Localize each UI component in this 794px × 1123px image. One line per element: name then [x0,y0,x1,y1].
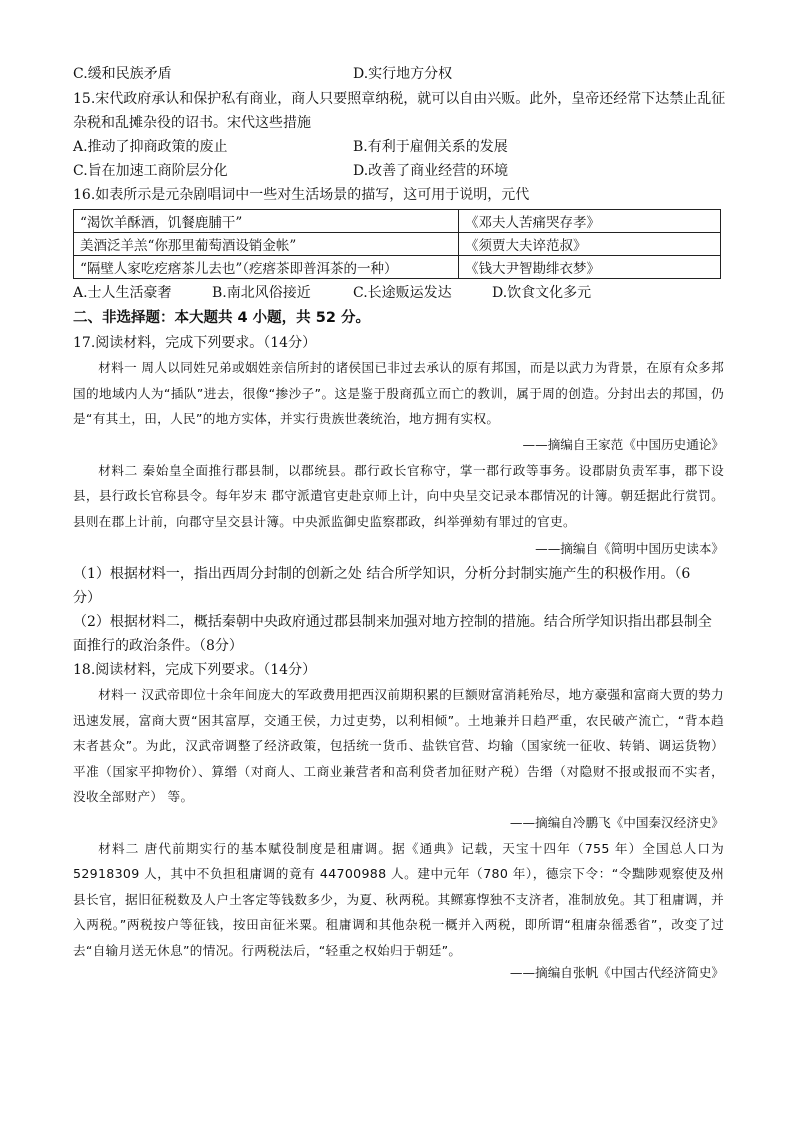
table-row [74,210,721,233]
q16-option-d[interactable]: D.饮食文化多元 [492,285,592,301]
q16-stem: 16.如表所示是元杂剧唱词中一些对生活场景的描写，这可用于说明，元代 [73,187,530,203]
q15-stem-line-2: 杂税和乱摊杂役的诏书。宋代这些措施 [73,115,311,131]
q15-option-b[interactable]: B.有利于雇佣关系的发展 [353,139,508,155]
q15-stem-line-1: 15.宋代政府承认和保护私有商业，商人只要照章纳税，就可以自由兴贩。此外，皇帝还经常下达禁止乱征 [73,91,726,107]
q18-title: 18.阅读材料，完成下列要求。（14分） [73,662,317,678]
q14-options [73,62,724,86]
table-cell-work: 《钱大尹智勘绯衣梦》 [459,256,721,279]
q14-option-c[interactable]: C.缓和民族矛盾 [73,66,172,82]
q18-material-1-source: ——摘编自冷鹏飞《中国秦汉经济史》 [509,814,724,830]
table-cell-quote: “隔壁人家吃疙瘩茶儿去也”（疙瘩茶即普洱茶的一种） [74,256,459,279]
q18-material-1-text: 材料一 汉武帝即位十余年间庞大的军政费用把西汉前期积累的巨额财富消耗殆尽，地方豪强和富商大贾的势力迅速发展，富商大贾“困其富厚，交通王侯，力过吏势，以利相倾”。土地兼并日趋严重，农民破产流亡，“背本趋末者甚众”。为此，汉武帝调整了经济政策，包括统一货币、盐铁官营、均输（国家统一征收、转销、调运货物）平准（国家平抑物价）、算缗（对商人、工商业兼营者和高利贷者加征财产税）告缗（对隐财不报或报而不实者，没收全部财产） 等。 [73,687,724,804]
q14-option-d[interactable]: D.实行地方分权 [353,66,453,82]
q17-requirement-2 [73,610,724,658]
table-cell-quote: 美酒泛羊羔“你那里葡萄酒设销金帐” [74,233,459,256]
table-row [74,233,721,256]
q18-material-1 [73,682,724,810]
q17-material-1 [73,355,724,432]
q18-material-2 [73,836,724,964]
q17-material-1-text: 材料一 周人以同姓兄弟或姻姓亲信所封的诸侯国已非过去承认的原有邦国，而是以武力为背景，在原有众多邦国的地域内人为“插队”进去，很像“掺沙子”。这是鉴于殷商孤立而亡的教训，属于周的创造。分封出去的邦国，仍是“有其土，田，人民”的地方实体，并实行贵族世袭统治，地方拥有实权。 [73,360,724,426]
table-cell-work: 《邓夫人苦痛哭存孝》 [459,210,721,233]
q17-title: 17.阅读材料，完成下列要求。（14分） [73,335,317,351]
q17-req2-line-1: （2）根据材料二，概括秦朝中央政府通过郡县制来加强对地方控制的措施。结合所学知识指出郡县制全 [73,614,712,630]
section-heading: 二、非选择题：本大题共 4 小题，共 52 分。 [73,310,370,326]
q18-material-2-source: ——摘编自张帆《中国古代经济简史》 [509,965,724,980]
q17-material-1-source: ——摘编自王家范《中国历史通论》 [522,436,724,452]
q16-option-c[interactable]: C.长途贩运发达 [353,285,452,301]
q16-option-a[interactable]: A.士人生活豪奢 [73,285,172,301]
table-cell-quote: “渴饮羊酥酒，饥餐鹿脯干” [74,210,459,233]
q15-option-d[interactable]: D.改善了商业经营的环境 [353,163,509,179]
q15-option-c[interactable]: C.旨在加速工商阶层分化 [73,163,228,179]
q15-option-a[interactable]: A.推动了抑商政策的废止 [73,139,228,155]
q16-option-b[interactable]: B.南北风俗接近 [212,285,311,301]
table-row [74,256,721,279]
q16-table [73,209,721,279]
q15-options-row-1 [73,135,724,159]
q17-material-2-source: ——摘编自《简明中国历史读本》 [535,541,724,556]
q17-req1-line-1: （1）根据材料一，指出西周分封制的创新之处 结合所学知识，分析分封制实施产生的积极作用。（6 [73,566,691,582]
table-cell-work: 《须贾大夫谇范叔》 [459,233,721,256]
q17-material-2 [73,458,724,535]
q15-options-row-2 [73,159,724,183]
q17-req2-line-2: 面推行的政治条件。（8分） [73,638,243,654]
q18-material-2-text: 材料二 唐代前期实行的基本赋役制度是租庸调。据《通典》记载，天宝十四年（755 年）全国总人口为 52918309 人，其中不负担租庸调的竟有 44700988 人。建中元年（780 年），德宗下令：“令黜陟观察使及州县长官，据旧征税数及人户土客定等钱数多少，为夏、秋两税。其鳏寡惸独不支济者，准制放免。其丁租庸调，并入两税。”两税按户等征钱，按田亩征米粟。租庸调和其他杂税一概并入两税，即所谓“租庸杂徭悉省”，改变了过去“自输月送无休息”的情况。行两税法后，“轻重之权始归于朝廷”。 [73,840,724,958]
q17-material-2-text: 材料二 秦始皇全面推行郡县制，以郡统县。郡行政长官称守，掌一郡行政等事务。设郡尉负责军事，郡下设县，县行政长官称县令。每年岁末 郡守派遣官吏赴京师上计，向中央呈交记录本郡情况的计簿。朝廷据此行赏罚。县则在郡上计前，向郡守呈交县计簿。中央派监御史监察郡政，纠举弹劾有罪过的官吏。 [73,462,724,529]
q16-options [73,281,724,305]
q17-req1-line-2: 分） [73,590,101,606]
q17-requirement-1 [73,562,724,610]
